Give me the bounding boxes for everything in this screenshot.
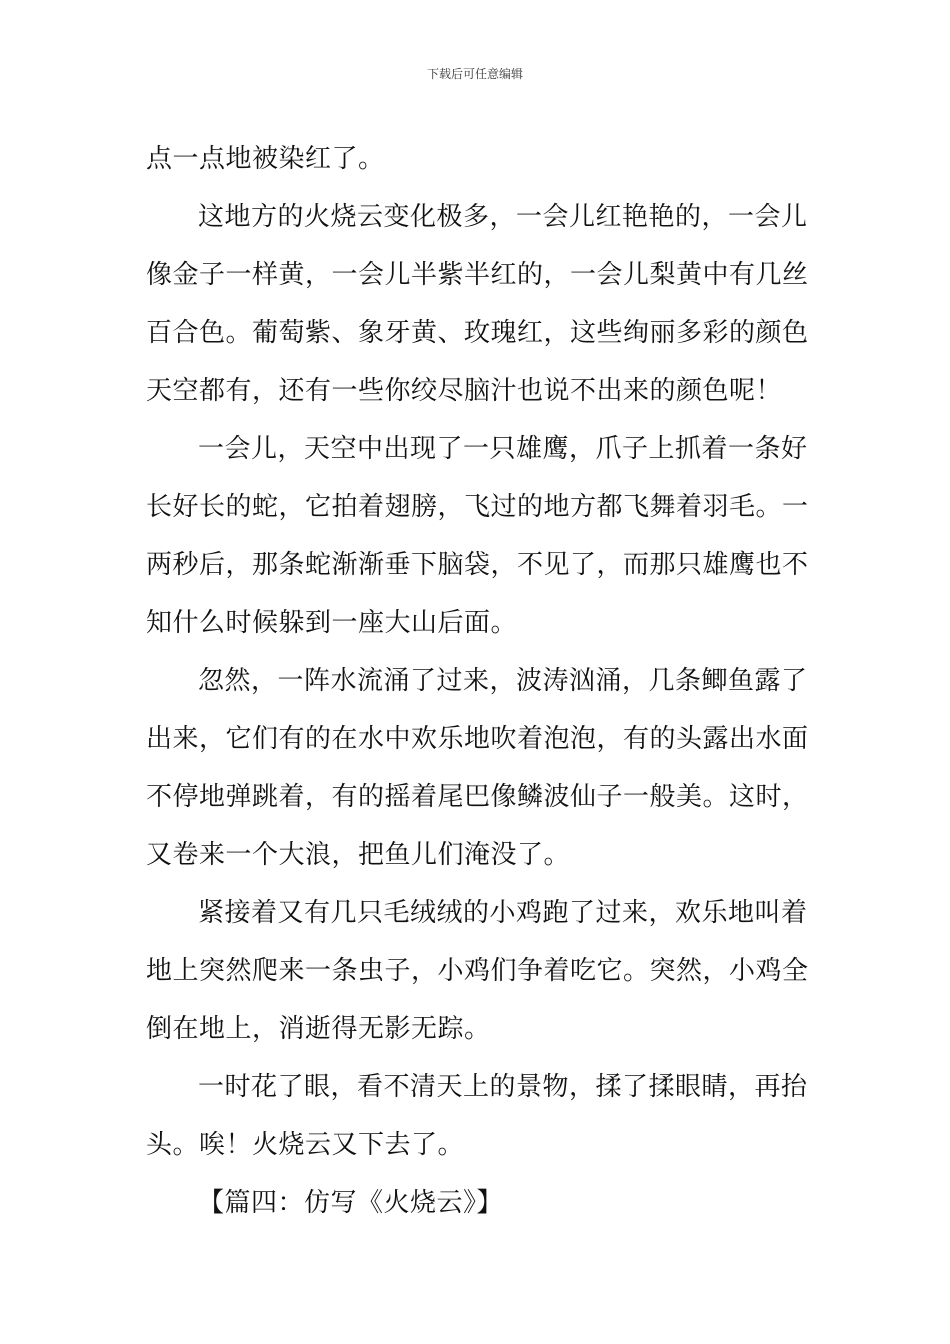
text-line: 长好长的蛇，它拍着翅膀，飞过的地方都飞舞着羽毛。一	[146, 492, 809, 522]
document-body	[146, 130, 810, 1232]
paragraph-start-line: 紧接着又有几只毛绒绒的小鸡跑了过来，欢乐地叫着	[198, 898, 808, 928]
section-heading: 【篇四：仿写《火烧云》】	[198, 1188, 504, 1218]
paragraph-start-line: 忽然，一阵水流涌了过来，波涛汹涌，几条鲫鱼露了	[198, 666, 808, 696]
text-line: 百合色。葡萄紫、象牙黄、玫瑰红，这些绚丽多彩的颜色	[146, 318, 809, 348]
text-line: 倒在地上，消逝得无影无踪。	[146, 1014, 491, 1044]
paragraph-start-line: 一会儿，天空中出现了一只雄鹰，爪子上抓着一条好	[198, 434, 808, 464]
text-line: 地上突然爬来一条虫子，小鸡们争着吃它。突然，小鸡全	[146, 956, 809, 986]
paragraph-start-line: 这地方的火烧云变化极多，一会儿红艳艳的，一会儿	[198, 202, 808, 232]
page-header: 下载后可任意编辑	[426, 67, 523, 81]
text-line: 头。唉！火烧云又下去了。	[146, 1130, 465, 1160]
text-line: 两秒后，那条蛇渐渐垂下脑袋，不见了，而那只雄鹰也不	[146, 550, 809, 580]
text-line: 天空都有，还有一些你绞尽脑汁也说不出来的颜色呢！	[146, 376, 783, 406]
text-line: 知什么时候躲到一座大山后面。	[146, 608, 518, 638]
text-line: 像金子一样黄，一会儿半紫半红的，一会儿梨黄中有几丝	[146, 260, 809, 290]
text-line: 点一点地被染红了。	[146, 144, 385, 174]
text-line: 出来，它们有的在水中欢乐地吹着泡泡，有的头露出水面	[146, 724, 809, 754]
text-line: 又卷来一个大浪，把鱼儿们淹没了。	[146, 840, 571, 870]
paragraph-start-line: 一时花了眼，看不清天上的景物，揉了揉眼睛，再抬	[198, 1072, 808, 1102]
text-line: 不停地弹跳着，有的摇着尾巴像鳞波仙子一般美。这时，	[146, 782, 809, 812]
